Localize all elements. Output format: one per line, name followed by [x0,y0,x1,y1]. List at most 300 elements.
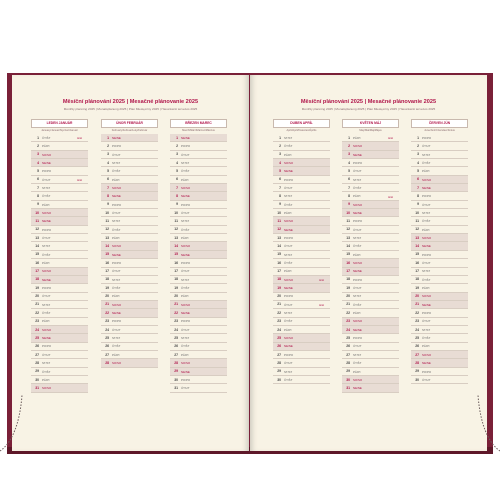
day-number: 13 [277,235,281,240]
day-row[interactable] [342,151,399,159]
day-row[interactable] [170,318,227,326]
day-row[interactable] [101,209,158,217]
day-row[interactable] [170,159,227,167]
weekday-label: NE/NE [112,311,121,316]
day-number: 28 [35,360,39,365]
day-row[interactable] [273,293,330,301]
month-header: KVĚTEN MÁJ [342,119,399,128]
day-number: 8 [348,194,350,198]
day-row[interactable] [342,251,399,259]
day-row[interactable] [170,376,227,384]
day-number: 8 [279,194,281,198]
weekday-label: PÁ/PI [353,135,361,140]
day-number: 22 [277,310,281,315]
day-row[interactable] [342,334,399,342]
weekday-label: PÁ/PI [42,319,50,324]
weekday-label: ČT/ŠT [422,277,431,282]
day-number: 14 [35,244,39,249]
day-number: 5 [417,168,419,173]
weekday-label: ČT/ŠT [181,286,190,291]
day-row[interactable] [31,242,88,250]
day-row[interactable] [411,251,468,259]
day-row[interactable] [273,142,330,150]
weekday-label: SO/SO [112,244,122,249]
weekday-label: PÁ/PI [112,294,120,299]
day-row[interactable] [31,151,88,159]
day-row[interactable] [101,293,158,301]
day-row[interactable] [101,192,158,200]
day-row[interactable] [170,184,227,192]
day-row[interactable] [31,226,88,234]
day-row[interactable] [342,284,399,292]
weekday-label: PO/PO [112,261,122,266]
day-row[interactable] [273,234,330,242]
day-number: 8 [37,194,39,198]
cz-sk-flag-icon: ⊖⊖ [318,278,324,283]
weekday-label: PO/PO [42,344,52,349]
day-row[interactable] [31,184,88,192]
day-row[interactable] [342,301,399,309]
day-number: 9 [348,202,350,207]
day-number: 26 [346,344,350,349]
day-row[interactable] [101,176,158,184]
day-row[interactable] [411,234,468,242]
day-row[interactable] [31,134,88,142]
day-row[interactable] [342,167,399,175]
day-row[interactable] [170,234,227,242]
day-row[interactable] [31,284,88,292]
day-row[interactable] [31,268,88,276]
day-row[interactable] [342,268,399,276]
day-number: 26 [35,344,39,349]
day-row[interactable] [31,301,88,309]
weekday-label: ČT/ŠT [422,219,431,224]
day-row[interactable] [101,343,158,351]
day-number: 7 [279,185,281,190]
day-row[interactable] [170,151,227,159]
day-row[interactable] [170,368,227,376]
weekday-label: ČT/ŠT [42,135,51,140]
day-row[interactable] [101,318,158,326]
day-row[interactable] [31,334,88,342]
day-number: 10 [415,210,419,215]
day-row[interactable] [101,184,158,192]
month-header: ÚNOR FEBRUÁR [101,119,158,128]
day-number: 2 [176,143,178,148]
day-row[interactable] [273,259,330,267]
day-number: 17 [277,269,281,274]
day-row[interactable] [411,167,468,175]
day-row[interactable] [170,242,227,250]
weekday-label: PÁ/PI [284,269,292,274]
day-row[interactable] [101,201,158,209]
weekday-label: ST/ST [353,294,362,299]
day-row[interactable] [273,351,330,359]
day-row[interactable] [342,209,399,217]
day-row[interactable] [342,309,399,317]
day-row[interactable] [170,226,227,234]
weekday-label: SO/SO [42,152,52,157]
weekday-label: SO/SO [353,377,363,382]
weekday-label: ČT/ŠT [181,227,190,232]
day-number: 13 [105,235,109,240]
day-row[interactable] [31,276,88,284]
weekday-label: SO/SO [284,219,294,224]
day-row[interactable] [101,326,158,334]
cz-sk-flag-icon: ⊖⊖ [76,136,82,141]
day-row[interactable] [342,368,399,376]
day-row[interactable] [273,176,330,184]
day-number: 18 [35,277,39,282]
weekday-label: NE/NE [42,219,51,224]
day-row[interactable] [170,268,227,276]
weekday-label: PO/PO [181,319,191,324]
day-row[interactable] [342,384,399,392]
day-row[interactable] [101,217,158,225]
day-row[interactable] [411,242,468,250]
day-number: 30 [174,377,178,382]
day-row[interactable] [101,334,158,342]
day-row[interactable] [342,201,399,209]
day-number: 22 [174,310,178,315]
day-row[interactable] [411,343,468,351]
day-row[interactable] [31,259,88,267]
day-row[interactable] [411,301,468,309]
day-row[interactable] [411,284,468,292]
day-row[interactable] [411,259,468,267]
day-row[interactable] [31,176,88,184]
day-number: 15 [277,252,281,257]
day-row[interactable] [342,184,399,192]
day-row[interactable] [342,142,399,150]
weekday-label: NE/NE [284,227,293,232]
month-subheader: June/Juni/Czerwiec/Június [424,129,455,132]
day-row[interactable] [101,276,158,284]
day-row[interactable] [31,376,88,384]
day-row[interactable] [342,159,399,167]
day-row[interactable] [273,309,330,317]
day-row[interactable] [411,184,468,192]
day-row[interactable] [411,134,468,142]
page-title: Měsíční plánování 2025 | Mesačné plánovanie 2025 [300,99,437,105]
day-number: 2 [417,143,419,148]
day-number: 18 [277,277,281,282]
day-row[interactable] [273,284,330,292]
day-row[interactable] [342,318,399,326]
day-row[interactable] [101,142,158,150]
month-subheader: May/Mai/Maj/Május [359,129,382,132]
weekday-label: PÁ/PI [181,352,189,357]
weekday-label: NE/NE [422,361,431,366]
day-number: 3 [37,152,39,157]
weekday-label: SO/SO [112,361,122,366]
day-row[interactable] [342,276,399,284]
day-row[interactable] [170,301,227,309]
day-row[interactable] [273,159,330,167]
day-row[interactable] [170,217,227,225]
day-row[interactable] [31,159,88,167]
day-row[interactable] [342,242,399,250]
day-row[interactable] [342,293,399,301]
weekday-label: PO/PO [112,144,122,149]
day-row[interactable] [273,209,330,217]
day-row[interactable] [170,343,227,351]
day-row[interactable] [273,276,330,284]
day-row[interactable] [101,151,158,159]
weekday-label: ST/ST [284,252,293,257]
weekday-label: SO/SO [353,319,363,324]
day-row[interactable] [411,159,468,167]
day-row[interactable] [31,359,88,367]
day-row[interactable] [273,326,330,334]
day-row[interactable] [342,226,399,234]
day-row[interactable] [101,234,158,242]
day-row[interactable] [170,209,227,217]
day-row[interactable] [31,326,88,334]
day-row[interactable] [411,176,468,184]
day-row[interactable] [170,351,227,359]
weekday-label: PÁ/PI [112,236,120,241]
day-row[interactable] [31,142,88,150]
day-row[interactable] [411,326,468,334]
weekday-label: PÁ/PI [353,369,361,374]
day-row[interactable] [170,326,227,334]
day-row[interactable] [342,134,399,142]
weekday-label: PO/PO [284,294,294,299]
day-row[interactable] [170,384,227,392]
weekday-label: ČT/ŠT [284,319,293,324]
day-row[interactable] [31,209,88,217]
day-row[interactable] [31,201,88,209]
weekday-label: PÁ/PI [353,252,361,257]
day-row[interactable] [273,359,330,367]
weekday-label: ST/ST [284,194,293,199]
day-row[interactable] [273,268,330,276]
day-row[interactable] [411,334,468,342]
day-row[interactable] [31,318,88,326]
day-number: 27 [105,352,109,357]
day-row[interactable] [170,134,227,142]
day-row[interactable] [411,217,468,225]
day-row[interactable] [273,334,330,342]
weekday-label: ÚT/UT [181,210,190,215]
day-number: 23 [35,319,39,324]
day-row[interactable] [411,309,468,317]
day-number: 1 [37,135,39,140]
day-row[interactable] [273,192,330,200]
weekday-label: ČT/ŠT [284,202,293,207]
day-row[interactable] [273,134,330,142]
day-row[interactable] [170,192,227,200]
weekday-label: SO/SO [181,361,191,366]
day-number: 5 [348,168,350,173]
month-column-february [101,119,158,368]
weekday-label: SO/SO [181,302,191,307]
day-row[interactable] [31,251,88,259]
day-row[interactable] [31,167,88,175]
day-row[interactable] [411,293,468,301]
day-row[interactable] [31,384,88,392]
day-row[interactable] [170,359,227,367]
weekday-label: NE/NE [353,327,362,332]
day-row[interactable] [273,151,330,159]
day-row[interactable] [170,176,227,184]
day-row[interactable] [411,318,468,326]
day-number: 13 [346,235,350,240]
day-row[interactable] [31,343,88,351]
day-row[interactable] [101,309,158,317]
day-row[interactable] [342,343,399,351]
day-row[interactable] [411,368,468,376]
day-number: 19 [346,285,350,290]
day-row[interactable] [170,293,227,301]
day-number: 25 [415,335,419,340]
day-row[interactable] [273,242,330,250]
day-row[interactable] [273,217,330,225]
day-row[interactable] [170,284,227,292]
day-row[interactable] [411,151,468,159]
weekday-label: ÚT/UT [112,269,121,274]
day-number: 15 [415,252,419,257]
day-row[interactable] [411,142,468,150]
day-row[interactable] [101,167,158,175]
day-number: 26 [174,344,178,349]
day-row[interactable] [342,234,399,242]
day-number: 2 [348,143,350,148]
day-row[interactable] [273,226,330,234]
day-row[interactable] [342,259,399,267]
day-row[interactable] [31,351,88,359]
day-row[interactable] [170,167,227,175]
day-number: 25 [35,335,39,340]
day-row[interactable] [101,134,158,142]
day-row[interactable] [342,326,399,334]
day-row[interactable] [411,351,468,359]
day-row[interactable] [31,293,88,301]
day-row[interactable] [411,209,468,217]
weekday-label: PÁ/PI [112,352,120,357]
day-row[interactable] [273,184,330,192]
weekday-label: ST/ST [42,302,51,307]
day-row[interactable] [101,159,158,167]
day-row[interactable] [101,359,158,367]
day-row[interactable] [273,343,330,351]
day-number: 3 [176,152,178,157]
month-subheader: March/März/Marzec/Március [182,129,215,132]
day-row[interactable] [411,359,468,367]
day-row[interactable] [411,201,468,209]
day-number: 24 [174,327,178,332]
day-row[interactable] [273,318,330,326]
day-row[interactable] [101,351,158,359]
day-row[interactable] [342,192,399,200]
day-row[interactable] [170,309,227,317]
sk-flag-icon: ⊖⊖ [76,177,82,182]
weekday-label: ÚT/UT [181,152,190,157]
day-row[interactable] [342,176,399,184]
day-row[interactable] [342,376,399,384]
day-row[interactable] [342,217,399,225]
month-header: LEDEN JANUÁR [31,119,88,128]
day-row[interactable] [273,251,330,259]
day-row[interactable] [411,192,468,200]
weekday-label: ÚT/UT [353,344,362,349]
day-row[interactable] [273,376,330,384]
weekday-label: PO/PO [422,311,432,316]
day-row[interactable] [273,301,330,309]
day-row[interactable] [170,334,227,342]
weekday-label: ÚT/UT [422,261,431,266]
day-row[interactable] [31,217,88,225]
day-number: 21 [415,302,419,307]
weekday-label: ÚT/UT [112,152,121,157]
day-row[interactable] [31,192,88,200]
day-row[interactable] [411,226,468,234]
day-row[interactable] [31,368,88,376]
day-row[interactable] [411,376,468,384]
day-row[interactable] [101,251,158,259]
day-row[interactable] [31,234,88,242]
day-row[interactable] [101,284,158,292]
day-number: 6 [37,177,39,182]
day-row[interactable] [101,301,158,309]
day-row[interactable] [273,368,330,376]
weekday-label: ST/ST [284,311,293,316]
day-number: 5 [37,168,39,173]
day-number: 7 [37,185,39,190]
day-row[interactable] [101,226,158,234]
day-row[interactable] [342,351,399,359]
day-number: 9 [176,202,178,207]
weekday-label: ČT/ŠT [422,160,431,165]
weekday-label: PO/PO [42,286,52,291]
weekday-label: PÁ/PI [353,311,361,316]
weekday-label: ST/ST [181,277,190,282]
day-row[interactable] [101,268,158,276]
day-row[interactable] [170,142,227,150]
day-row[interactable] [170,259,227,267]
day-row[interactable] [31,309,88,317]
weekday-label: NE/NE [422,302,431,307]
weekday-label: PÁ/PI [181,236,189,241]
day-row[interactable] [273,201,330,209]
cz-sk-flag-icon: ⊖⊖ [387,194,393,199]
day-number: 5 [279,168,281,173]
weekday-label: ST/ST [112,219,121,224]
weekday-label: SO/SO [422,177,432,182]
weekday-label: ČT/ŠT [181,169,190,174]
day-number: 12 [174,227,178,232]
day-number: 28 [174,360,178,365]
day-row[interactable] [273,167,330,175]
day-row[interactable] [342,359,399,367]
day-number: 1 [107,135,109,140]
day-number: 6 [417,177,419,182]
day-row[interactable] [411,268,468,276]
day-number: 19 [35,285,39,290]
day-number: 22 [105,310,109,315]
day-row[interactable] [101,242,158,250]
day-number: 16 [277,260,281,265]
day-row[interactable] [411,276,468,284]
day-row[interactable] [170,201,227,209]
day-row[interactable] [101,259,158,267]
day-number: 21 [174,302,178,307]
day-row[interactable] [170,276,227,284]
weekday-label: PÁ/PI [284,327,292,332]
day-row[interactable] [170,251,227,259]
day-number: 16 [346,260,350,265]
